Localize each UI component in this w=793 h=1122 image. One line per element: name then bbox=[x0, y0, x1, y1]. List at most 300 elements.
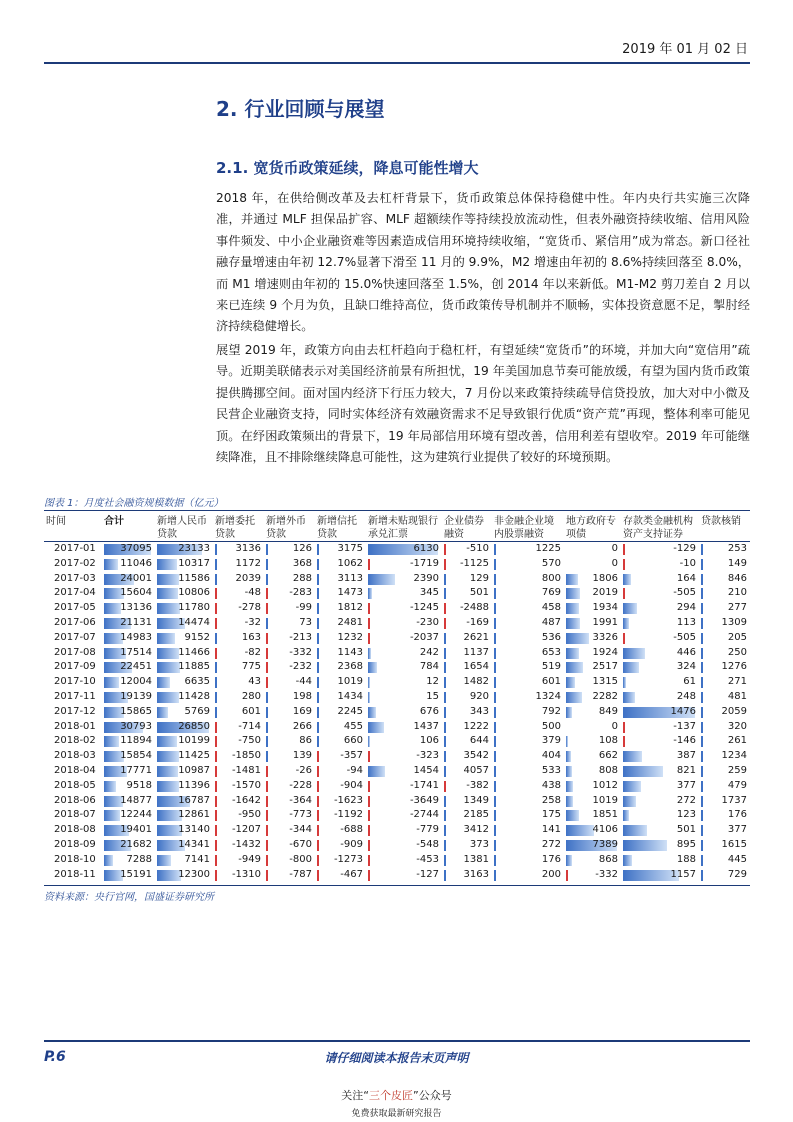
table-row bbox=[44, 720, 750, 735]
value-cell bbox=[621, 660, 699, 675]
cell-value: -1207 bbox=[231, 824, 261, 836]
data-bar bbox=[317, 648, 319, 659]
value-cell bbox=[102, 734, 155, 749]
data-bar bbox=[444, 840, 446, 851]
footer-rule bbox=[44, 1040, 750, 1042]
value-cell bbox=[264, 557, 315, 572]
data-bar bbox=[566, 633, 589, 644]
month-cell bbox=[44, 586, 102, 601]
value-cell bbox=[315, 586, 366, 601]
cell-value: 570 bbox=[541, 557, 561, 569]
data-bar bbox=[157, 781, 179, 792]
table-bottom-rule bbox=[44, 885, 750, 886]
value-cell bbox=[213, 838, 264, 853]
value-cell bbox=[442, 646, 492, 661]
cell-value: -773 bbox=[289, 809, 312, 821]
cell-value: 379 bbox=[541, 735, 561, 747]
value-cell bbox=[492, 823, 564, 838]
data-bar bbox=[701, 810, 703, 821]
month-cell bbox=[44, 572, 102, 587]
table-row bbox=[44, 794, 750, 809]
data-bar bbox=[623, 574, 631, 585]
cell-value: 21131 bbox=[120, 616, 152, 628]
data-bar bbox=[494, 574, 496, 585]
value-cell bbox=[621, 601, 699, 616]
data-bar bbox=[623, 692, 635, 703]
cell-value: 2018-11 bbox=[54, 868, 96, 880]
cell-value: -137 bbox=[673, 720, 696, 732]
data-bar bbox=[623, 588, 625, 599]
data-bar bbox=[266, 633, 268, 644]
data-bar bbox=[317, 662, 319, 673]
subsection-title: 2.1. 宽货币政策延续，降息可能性增大 bbox=[216, 159, 479, 177]
data-bar bbox=[444, 618, 446, 629]
caption-rule bbox=[44, 510, 750, 511]
cell-value: 15 bbox=[426, 690, 439, 702]
cell-value: 10199 bbox=[178, 735, 210, 747]
cell-value: -1623 bbox=[333, 794, 363, 806]
data-bar bbox=[368, 870, 370, 881]
cell-value: 821 bbox=[676, 764, 696, 776]
value-cell bbox=[213, 646, 264, 661]
cell-value: 2018-04 bbox=[54, 764, 96, 776]
cell-value: 280 bbox=[241, 690, 261, 702]
data-bar bbox=[266, 618, 268, 629]
value-cell bbox=[264, 660, 315, 675]
value-cell bbox=[564, 646, 621, 661]
value-cell bbox=[264, 705, 315, 720]
cell-value: 242 bbox=[419, 646, 439, 658]
cell-value: 1991 bbox=[592, 616, 618, 628]
value-cell bbox=[213, 601, 264, 616]
data-bar bbox=[494, 588, 496, 599]
data-bar bbox=[317, 559, 319, 570]
data-bar bbox=[494, 796, 496, 807]
cell-value: 1615 bbox=[721, 838, 747, 850]
table-row bbox=[44, 808, 750, 823]
value-cell bbox=[492, 705, 564, 720]
cell-value: 2017-01 bbox=[54, 543, 96, 554]
value-cell bbox=[213, 749, 264, 764]
cell-value: 12 bbox=[426, 676, 439, 688]
cell-value: 13140 bbox=[178, 824, 210, 836]
value-cell bbox=[442, 557, 492, 572]
table-header-row bbox=[44, 512, 750, 542]
cell-value: 1012 bbox=[592, 779, 618, 791]
value-cell bbox=[102, 646, 155, 661]
cell-value: -10 bbox=[679, 557, 696, 569]
data-bar bbox=[157, 751, 179, 762]
cell-value: 729 bbox=[727, 868, 747, 880]
value-cell bbox=[366, 586, 442, 601]
value-cell bbox=[155, 542, 213, 557]
value-cell bbox=[564, 853, 621, 868]
cell-value: -1570 bbox=[231, 779, 261, 791]
value-cell bbox=[102, 557, 155, 572]
value-cell bbox=[621, 616, 699, 631]
table-header-cell: 时间 bbox=[46, 516, 66, 527]
cell-value: 17514 bbox=[120, 646, 152, 658]
cell-value: -382 bbox=[466, 779, 489, 791]
cell-value: 1381 bbox=[463, 853, 489, 865]
cell-value: 2017-10 bbox=[54, 676, 96, 688]
cell-value: 404 bbox=[541, 750, 561, 762]
data-bar bbox=[566, 662, 583, 673]
cell-value: 188 bbox=[676, 853, 696, 865]
value-cell bbox=[102, 794, 155, 809]
value-cell bbox=[264, 734, 315, 749]
cell-value: -344 bbox=[289, 824, 312, 836]
data-bar bbox=[566, 751, 571, 762]
cell-value: -1192 bbox=[333, 809, 363, 821]
data-bar bbox=[494, 766, 496, 777]
month-cell bbox=[44, 557, 102, 572]
data-bar bbox=[566, 574, 578, 585]
data-bar bbox=[494, 618, 496, 629]
value-cell bbox=[442, 675, 492, 690]
cell-value: -146 bbox=[673, 735, 696, 747]
cell-value: 1232 bbox=[337, 631, 363, 643]
cell-value: -32 bbox=[244, 616, 261, 628]
cell-value: 455 bbox=[343, 720, 363, 732]
cell-value: 17771 bbox=[120, 764, 152, 776]
cell-value: -1125 bbox=[459, 557, 489, 569]
data-bar bbox=[215, 810, 217, 821]
cell-value: -909 bbox=[340, 838, 363, 850]
cell-value: 1276 bbox=[721, 661, 747, 673]
data-bar bbox=[701, 559, 703, 570]
data-bar bbox=[266, 855, 268, 866]
data-bar bbox=[317, 870, 319, 881]
cell-value: 175 bbox=[541, 809, 561, 821]
cell-value: 1324 bbox=[535, 690, 561, 702]
data-bar bbox=[215, 707, 217, 718]
table-row bbox=[44, 616, 750, 631]
paragraph-outlook: 展望 2019 年，政策方向由去杠杆趋向于稳杠杆，有望延续“宽货币”的环境，并加大向“宽信用”疏导。近期美联储表示对美国经济前景有所担忧，19 年美国加息节奏可能放缓，有望为国内货币政策提供腾挪空间。面对国内经济下行压力较大，7 月份以来政策持续疏导信贷投放，加大对中小微及民营企业融资支持，同时实体经济有效融资需求不足导致银行优质“资产荒”再现，整体利率可能见顶。在纾困政策频出的背景下，19 年局部信用环境有望改善，信用利差有望收窄。2019 年可能继续降准，且不排除继续降息可能性，这为建筑行业提供了较好的环境预期。 bbox=[216, 343, 750, 465]
value-cell bbox=[442, 720, 492, 735]
data-bar bbox=[368, 618, 370, 629]
cell-value: 2017-07 bbox=[54, 631, 96, 643]
value-cell bbox=[213, 572, 264, 587]
data-bar bbox=[368, 559, 370, 570]
data-bar bbox=[566, 692, 582, 703]
data-bar bbox=[266, 751, 268, 762]
data-bar bbox=[368, 633, 370, 644]
cell-value: 2017-04 bbox=[54, 587, 96, 599]
value-cell bbox=[366, 557, 442, 572]
value-cell bbox=[442, 631, 492, 646]
data-bar bbox=[623, 618, 629, 629]
cell-value: 653 bbox=[541, 646, 561, 658]
value-cell bbox=[102, 808, 155, 823]
cell-value: 479 bbox=[727, 779, 747, 791]
value-cell bbox=[155, 572, 213, 587]
data-bar bbox=[494, 870, 496, 881]
month-cell bbox=[44, 631, 102, 646]
value-cell bbox=[155, 586, 213, 601]
cell-value: 3326 bbox=[592, 631, 618, 643]
value-cell bbox=[264, 720, 315, 735]
cell-value: 324 bbox=[676, 661, 696, 673]
data-bar bbox=[623, 796, 636, 807]
cell-value: 1454 bbox=[413, 764, 439, 776]
value-cell bbox=[264, 808, 315, 823]
value-cell bbox=[442, 572, 492, 587]
data-bar bbox=[215, 751, 217, 762]
value-cell bbox=[564, 586, 621, 601]
data-bar bbox=[701, 648, 703, 659]
data-bar bbox=[566, 677, 575, 688]
data-bar bbox=[566, 707, 572, 718]
cell-value: 11428 bbox=[178, 690, 210, 702]
value-cell bbox=[699, 675, 750, 690]
value-cell bbox=[621, 838, 699, 853]
value-cell bbox=[699, 572, 750, 587]
data-bar bbox=[266, 810, 268, 821]
cell-value: 1851 bbox=[592, 809, 618, 821]
value-cell bbox=[564, 749, 621, 764]
cell-value: 808 bbox=[598, 764, 618, 776]
cell-value: 210 bbox=[727, 587, 747, 599]
value-cell bbox=[315, 616, 366, 631]
cell-value: 1309 bbox=[721, 616, 747, 628]
value-cell bbox=[564, 572, 621, 587]
cell-value: 792 bbox=[541, 705, 561, 717]
cell-value: 2245 bbox=[337, 705, 363, 717]
value-cell bbox=[699, 749, 750, 764]
value-cell bbox=[102, 779, 155, 794]
value-cell bbox=[621, 868, 699, 883]
cell-value: 3175 bbox=[337, 543, 363, 554]
data-bar bbox=[317, 633, 319, 644]
table-row bbox=[44, 749, 750, 764]
cell-value: 277 bbox=[727, 602, 747, 614]
data-bar bbox=[266, 766, 268, 777]
cell-value: -94 bbox=[346, 764, 363, 776]
cell-value: -904 bbox=[340, 779, 363, 791]
data-bar bbox=[701, 870, 703, 881]
value-cell bbox=[315, 868, 366, 883]
data-bar bbox=[444, 588, 446, 599]
data-bar bbox=[317, 825, 319, 836]
data-bar bbox=[566, 810, 579, 821]
data-bar bbox=[157, 603, 180, 614]
value-cell bbox=[492, 631, 564, 646]
value-cell bbox=[621, 734, 699, 749]
table-header-cell: 新增信托贷款 bbox=[317, 516, 357, 540]
cell-value: 86 bbox=[299, 735, 312, 747]
cell-value: -82 bbox=[244, 646, 261, 658]
data-bar bbox=[317, 796, 319, 807]
cell-value: 272 bbox=[541, 838, 561, 850]
cell-value: -278 bbox=[238, 602, 261, 614]
cell-value: 113 bbox=[676, 616, 696, 628]
cell-value: 2018-01 bbox=[54, 720, 96, 732]
value-cell bbox=[366, 734, 442, 749]
cell-value: 1482 bbox=[463, 676, 489, 688]
value-cell bbox=[621, 853, 699, 868]
data-bar bbox=[317, 544, 319, 555]
cell-value: 446 bbox=[676, 646, 696, 658]
value-cell bbox=[492, 868, 564, 883]
value-cell bbox=[621, 823, 699, 838]
value-cell bbox=[366, 601, 442, 616]
data-bar bbox=[701, 766, 703, 777]
month-cell bbox=[44, 764, 102, 779]
table-row bbox=[44, 586, 750, 601]
table-header-cell: 非金融企业境内股票融资 bbox=[494, 516, 554, 540]
cell-value: 1473 bbox=[337, 587, 363, 599]
cell-value: 1349 bbox=[463, 794, 489, 806]
value-cell bbox=[155, 838, 213, 853]
cell-value: 61 bbox=[683, 676, 696, 688]
data-bar bbox=[317, 588, 319, 599]
cell-value: 5769 bbox=[184, 705, 210, 717]
value-cell bbox=[564, 779, 621, 794]
cell-value: 2018-02 bbox=[54, 735, 96, 747]
value-cell bbox=[155, 646, 213, 661]
value-cell bbox=[102, 586, 155, 601]
cell-value: 2018-08 bbox=[54, 824, 96, 836]
data-bar bbox=[266, 544, 268, 555]
value-cell bbox=[442, 705, 492, 720]
value-cell bbox=[492, 794, 564, 809]
cell-value: 1812 bbox=[337, 602, 363, 614]
value-cell bbox=[366, 749, 442, 764]
cell-value: -1741 bbox=[409, 779, 439, 791]
value-cell bbox=[442, 823, 492, 838]
value-cell bbox=[264, 690, 315, 705]
data-bar bbox=[623, 736, 625, 747]
data-bar bbox=[368, 662, 377, 673]
cell-value: -548 bbox=[416, 838, 439, 850]
cell-value: 14983 bbox=[120, 631, 152, 643]
cell-value: 10317 bbox=[178, 557, 210, 569]
value-cell bbox=[442, 601, 492, 616]
value-cell bbox=[315, 779, 366, 794]
value-cell bbox=[699, 808, 750, 823]
cell-value: 37095 bbox=[120, 543, 152, 554]
data-bar bbox=[494, 810, 496, 821]
cell-value: 1137 bbox=[463, 646, 489, 658]
cell-value: 1737 bbox=[721, 794, 747, 806]
table-row bbox=[44, 764, 750, 779]
data-bar bbox=[623, 633, 625, 644]
value-cell bbox=[564, 675, 621, 690]
value-cell bbox=[155, 734, 213, 749]
data-bar bbox=[494, 707, 496, 718]
data-bar bbox=[444, 574, 446, 585]
value-cell bbox=[564, 542, 621, 557]
value-cell bbox=[213, 542, 264, 557]
data-bar bbox=[215, 736, 217, 747]
value-cell bbox=[213, 720, 264, 735]
data-bar bbox=[215, 870, 217, 881]
cell-value: 536 bbox=[541, 631, 561, 643]
cell-value: -779 bbox=[416, 824, 439, 836]
cell-value: 266 bbox=[292, 720, 312, 732]
value-cell bbox=[213, 586, 264, 601]
value-cell bbox=[315, 690, 366, 705]
cell-value: 15854 bbox=[120, 750, 152, 762]
cell-value: 3163 bbox=[463, 868, 489, 880]
cell-value: 198 bbox=[292, 690, 312, 702]
month-cell bbox=[44, 794, 102, 809]
table-header-cell: 新增外币贷款 bbox=[266, 516, 306, 540]
value-cell bbox=[492, 808, 564, 823]
data-bar bbox=[494, 648, 496, 659]
cell-value: 1062 bbox=[337, 557, 363, 569]
data-bar bbox=[444, 559, 446, 570]
value-cell bbox=[366, 542, 442, 557]
cell-value: -48 bbox=[244, 587, 261, 599]
cell-value: 1434 bbox=[337, 690, 363, 702]
month-cell bbox=[44, 734, 102, 749]
table-header-cell: 贷款核销 bbox=[701, 516, 741, 527]
table-row bbox=[44, 779, 750, 794]
value-cell bbox=[315, 764, 366, 779]
month-cell bbox=[44, 660, 102, 675]
value-cell bbox=[155, 779, 213, 794]
cell-value: 258 bbox=[541, 794, 561, 806]
cell-value: 10987 bbox=[178, 764, 210, 776]
table-header-cell: 地方政府专项债 bbox=[566, 516, 616, 540]
cell-value: 0 bbox=[611, 720, 618, 732]
data-bar bbox=[215, 692, 217, 703]
value-cell bbox=[366, 808, 442, 823]
data-bar bbox=[444, 855, 446, 866]
data-bar bbox=[566, 825, 594, 836]
cell-value: 141 bbox=[541, 824, 561, 836]
data-bar bbox=[266, 722, 268, 733]
cell-value: -1850 bbox=[231, 750, 261, 762]
cell-value: 15191 bbox=[120, 868, 152, 880]
value-cell bbox=[155, 749, 213, 764]
cell-value: 3113 bbox=[337, 572, 363, 584]
data-bar bbox=[317, 736, 319, 747]
data-bar bbox=[157, 574, 179, 585]
data-bar bbox=[494, 662, 496, 673]
value-cell bbox=[442, 794, 492, 809]
data-bar bbox=[266, 588, 268, 599]
data-bar bbox=[368, 648, 371, 659]
data-bar bbox=[157, 662, 180, 673]
data-bar bbox=[266, 707, 268, 718]
data-bar bbox=[701, 840, 703, 851]
cell-value: -2488 bbox=[459, 602, 489, 614]
value-cell bbox=[102, 705, 155, 720]
value-cell bbox=[564, 660, 621, 675]
value-cell bbox=[366, 572, 442, 587]
data-bar bbox=[317, 722, 319, 733]
account-name: 三个皮匠 bbox=[369, 1089, 413, 1102]
cell-value: 373 bbox=[469, 838, 489, 850]
value-cell bbox=[213, 734, 264, 749]
table-row bbox=[44, 690, 750, 705]
value-cell bbox=[213, 675, 264, 690]
value-cell bbox=[442, 838, 492, 853]
value-cell bbox=[366, 838, 442, 853]
data-bar bbox=[368, 722, 384, 733]
cell-value: -950 bbox=[238, 809, 261, 821]
value-cell bbox=[102, 542, 155, 557]
data-bar bbox=[368, 588, 372, 599]
value-cell bbox=[102, 675, 155, 690]
cell-value: 601 bbox=[241, 705, 261, 717]
value-cell bbox=[492, 838, 564, 853]
value-cell bbox=[699, 601, 750, 616]
month-cell bbox=[44, 868, 102, 883]
